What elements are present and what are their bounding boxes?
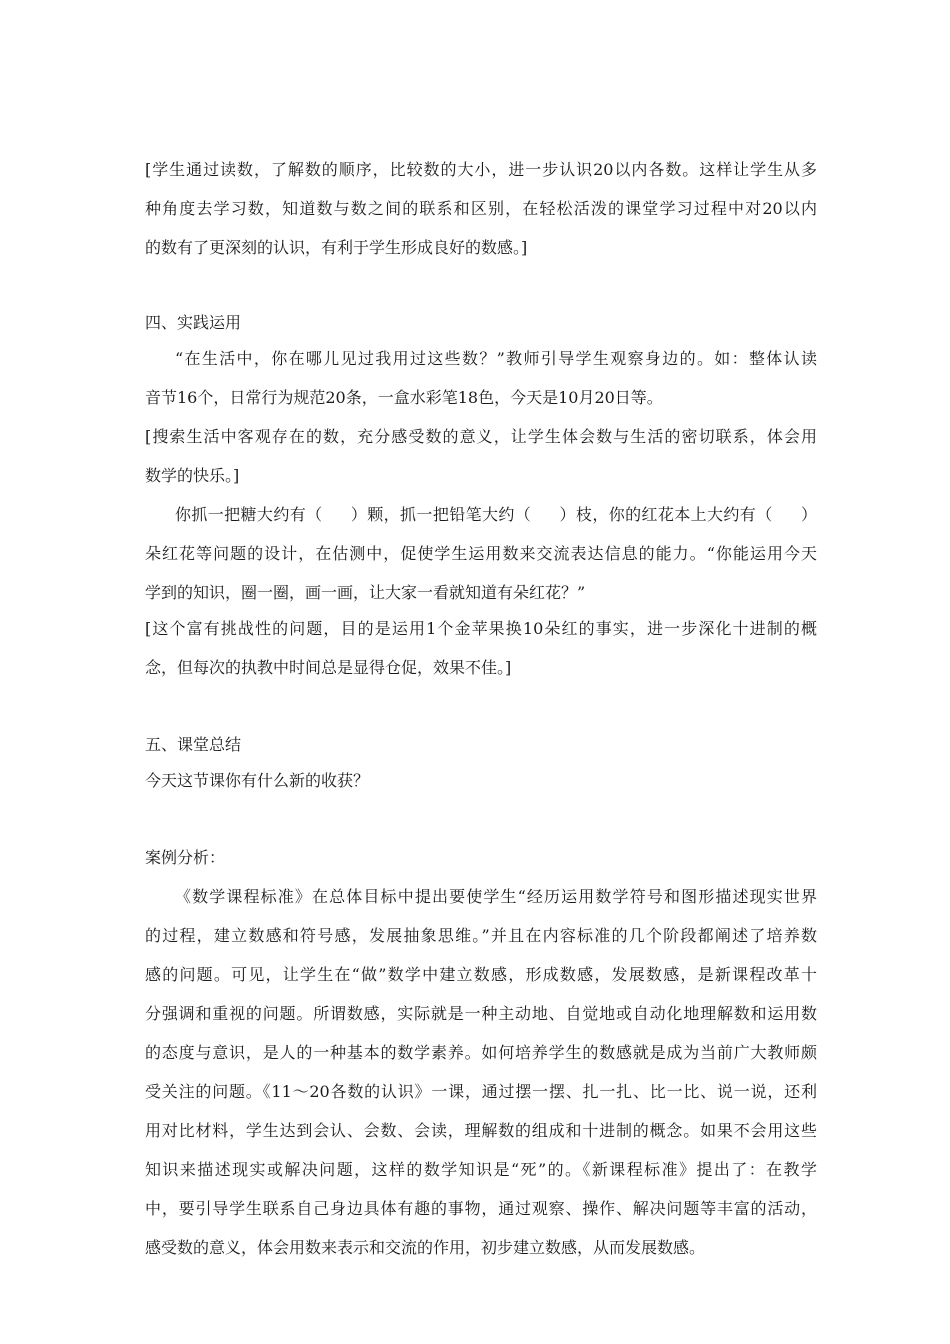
paragraph-line: 受关注的问题。《11～20各数的认识》一课，通过摆一摆、扎一扎、比一比、说一说，还利 bbox=[145, 1082, 817, 1101]
paragraph-line: 今天这节课你有什么新的收获？ bbox=[145, 771, 370, 790]
fill-in-blank-line bbox=[175, 505, 817, 525]
paragraph-line: [搜索生活中客观存在的数，充分感受数的意义，让学生体会数与生活的密切联系，体会用 bbox=[145, 427, 817, 446]
paragraph-line: 念，但每次的执教中时间总是显得仓促，效果不佳。] bbox=[145, 658, 512, 677]
section-heading: 案例分析： bbox=[145, 848, 226, 867]
blank-text-segment: ）颗，抓一把铅笔大约（ bbox=[350, 505, 532, 524]
paragraph-line: 的数有了更深刻的认识，有利于学生形成良好的数感。] bbox=[145, 238, 528, 257]
paragraph-line: 知识来描述现实或解决问题，这样的数学知识是“死”的。《新课程标准》提出了：在教学 bbox=[145, 1160, 817, 1179]
paragraph-line: 感的问题。可见，让学生在“做”数学中建立数感，形成数感，发展数感，是新课程改革十 bbox=[145, 965, 817, 984]
paragraph-line: 音节16个，日常行为规范20条，一盒水彩笔18色，今天是10月20日等。 bbox=[145, 388, 663, 407]
paragraph-line: [这个富有挑战性的问题，目的是运用1个金苹果换10朵红的事实，进一步深化十进制的概 bbox=[145, 619, 817, 638]
paragraph-line: “在生活中，你在哪儿见过我用过这些数？”教师引导学生观察身边的。如：整体认读 bbox=[175, 349, 817, 368]
paragraph-line: 种角度去学习数，知道数与数之间的联系和区别，在轻松活泼的课堂学习过程中对20以内 bbox=[145, 199, 817, 218]
section-heading: 四、实践运用 bbox=[145, 313, 242, 332]
section-heading: 五、课堂总结 bbox=[145, 735, 242, 754]
blank-text-segment: ） bbox=[800, 505, 817, 524]
paragraph-line: 的态度与意识，是人的一种基本的数学素养。如何培养学生的数感就是成为当前广大教师颇 bbox=[145, 1043, 817, 1062]
paragraph-line: 用对比材料，学生达到会认、会数、会读，理解数的组成和十进制的概念。如果不会用这些 bbox=[145, 1121, 817, 1140]
paragraph-line: 感受数的意义，体会用数来表示和交流的作用，初步建立数感，从而发展数感。 bbox=[145, 1238, 706, 1257]
paragraph-line: 分强调和重视的问题。所谓数感，实际就是一种主动地、自觉地或自动化地理解数和运用数 bbox=[145, 1004, 817, 1023]
paragraph-line: 学到的知识，圈一圈，画一画，让大家一看就知道有朵红花？” bbox=[145, 583, 586, 602]
paragraph-line: 朵红花等问题的设计，在估测中，促使学生运用数来交流表达信息的能力。“你能运用今天 bbox=[145, 544, 817, 563]
paragraph-line: 的过程，建立数感和符号感，发展抽象思维。”并且在内容标准的几个阶段都阐述了培养数 bbox=[145, 926, 817, 945]
paragraph-line: 《数学课程标准》在总体目标中提出要使学生“经历运用数学符号和图形描述现实世界 bbox=[175, 887, 817, 906]
paragraph-line: 中，要引导学生联系自己身边具体有趣的事物，通过观察、操作、解决问题等丰富的活动， bbox=[145, 1199, 817, 1218]
paragraph-line: [学生通过读数，了解数的顺序，比较数的大小，进一步认识20以内各数。这样让学生从多 bbox=[145, 160, 817, 179]
paragraph-line: 数学的快乐。] bbox=[145, 466, 240, 485]
blank-text-segment: ）枝，你的红花本上大约有（ bbox=[559, 505, 773, 524]
blank-text-segment: 你抓一把糖大约有（ bbox=[175, 505, 323, 524]
